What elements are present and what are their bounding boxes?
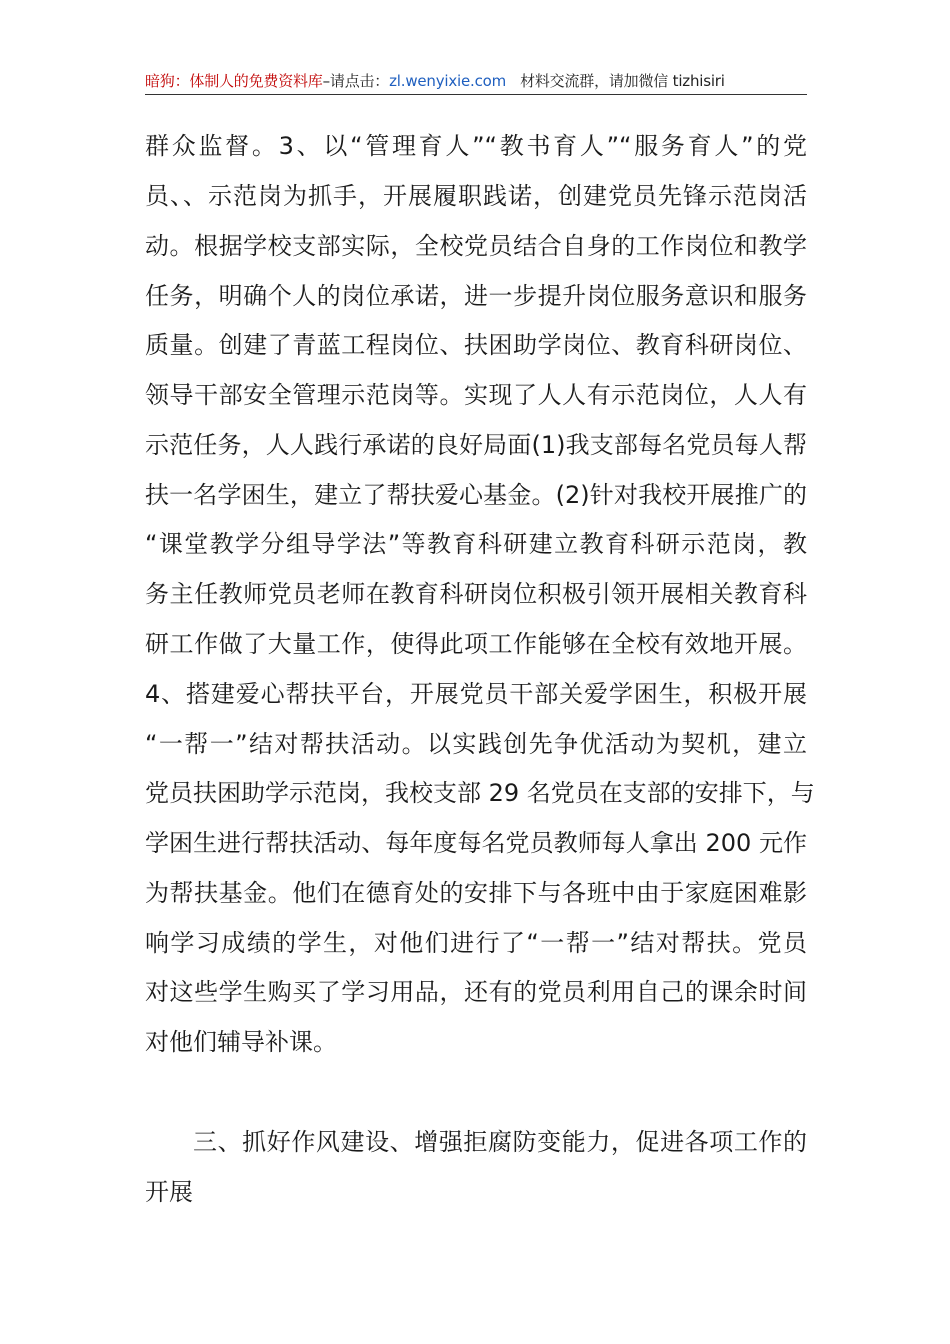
paragraph-line: 响学习成绩的学生，对他们进行了“一帮一”结对帮扶。党员 — [145, 929, 807, 957]
paragraph-line: 务主任教师党员老师在教育科研岗位积极引领开展相关教育科 — [145, 580, 807, 608]
paragraph-line: 领导干部安全管理示范岗等。实现了人人有示范岗位，人人有 — [145, 381, 807, 409]
header-url-link[interactable]: zl.wenyixie.com — [389, 72, 507, 90]
section-heading-line-1: 三、抓好作风建设、增强拒腐防变能力，促进各项工作的 — [193, 1128, 807, 1156]
header-contact: 材料交流群，请加微信 tizhisiri — [520, 72, 725, 90]
section-heading-line-2: 开展 — [145, 1178, 193, 1206]
paragraph-line: 学困生进行帮扶活动、每年度每名党员教师每人拿出 200 元作 — [145, 829, 807, 857]
paragraph-line: 员、、示范岗为抓手，开展履职践诺，创建党员先锋示范岗活 — [145, 182, 807, 210]
header-prompt: –请点击： — [322, 72, 390, 90]
header-divider — [145, 94, 807, 95]
paragraph-line: 党员扶困助学示范岗，我校支部 29 名党员在支部的安排下，与 — [145, 779, 815, 807]
paragraph-line: 群众监督。3、以“管理育人”“教书育人”“服务育人”的党 — [145, 132, 807, 160]
paragraph-line: 示范任务，人人践行承诺的良好局面(1)我支部每名党员每人帮 — [145, 431, 807, 459]
paragraph-line: 对这些学生购买了学习用品，还有的党员利用自己的课余时间 — [145, 978, 807, 1006]
header-brand: 暗狗：体制人的免费资料库 — [145, 72, 323, 90]
paragraph-line: 为帮扶基金。他们在德育处的安排下与各班中由于家庭困难影 — [145, 879, 807, 907]
paragraph-line: 扶一名学困生，建立了帮扶爱心基金。(2)针对我校开展推广的 — [145, 481, 807, 509]
paragraph-line: 对他们辅导补课。 — [145, 1028, 337, 1056]
paragraph-line: 研工作做了大量工作，使得此项工作能够在全校有效地开展。 — [145, 630, 807, 658]
paragraph-line: “课堂教学分组导学法”等教育科研建立教育科研示范岗，教 — [145, 530, 807, 558]
document-header — [145, 68, 807, 94]
paragraph-line: 质量。创建了青蓝工程岗位、扶困助学岗位、教育科研岗位、 — [145, 331, 807, 359]
paragraph-line: 4、搭建爱心帮扶平台，开展党员干部关爱学困生，积极开展 — [145, 680, 807, 708]
paragraph-line: “一帮一”结对帮扶活动。以实践创先争优活动为契机，建立 — [145, 730, 807, 758]
paragraph-line: 任务，明确个人的岗位承诺，进一步提升岗位服务意识和服务 — [145, 282, 807, 310]
paragraph-line: 动。根据学校支部实际，全校党员结合自身的工作岗位和教学 — [145, 232, 807, 260]
